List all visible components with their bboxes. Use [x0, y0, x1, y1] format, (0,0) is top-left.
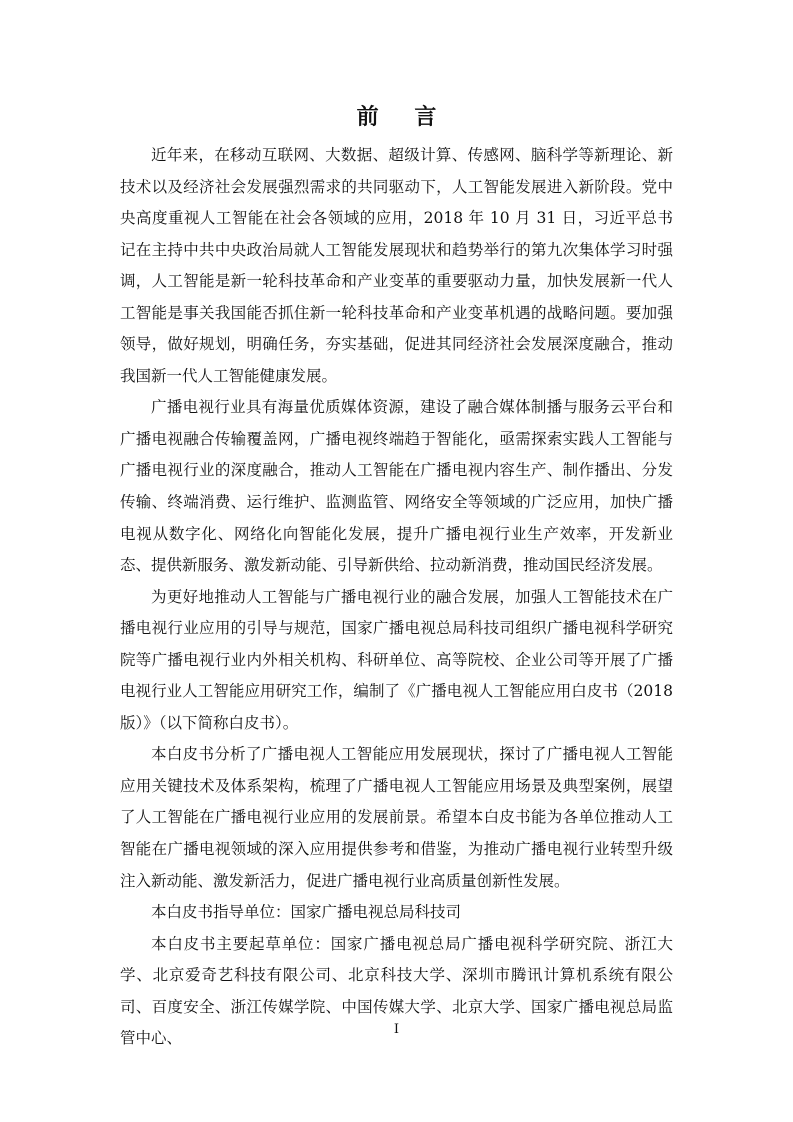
paragraph-purpose: 为更好地推动人工智能与广播电视行业的融合发展，加强人工智能技术在广播电视行业应用的引导与规范，国家广播电视总局科技司组织广播电视科学研究院等广播电视行业内外相关机构、科研单位、高等院校、企业公司等开展了广播电视行业人工智能应用研究工作，编制了《广播电视人工智能应用白皮书（2018 版）》（以下简称白皮书）。 — [120, 587, 673, 732]
paragraph-industry: 广播电视行业具有海量优质媒体资源，建设了融合媒体制播与服务云平台和广播电视融合传输覆盖网，广播电视终端趋于智能化，亟需探索实践人工智能与广播电视行业的深度融合，推动人工智能在广播电视内容生产、制作播出、分发传输、终端消费、运行维护、监测监管、网络安全等领域的广泛应用，加快广播电视从数字化、网络化向智能化发展，提升广播电视行业生产效率，开发新业态、提供新服务、激发新动能、引导新供给、拉动新消费，推动国民经济发展。 — [120, 398, 673, 575]
page-number: I — [393, 1022, 400, 1037]
body-text — [120, 140, 673, 1055]
page-title: 前 言 — [356, 104, 451, 130]
paragraph-background: 近年来，在移动互联网、大数据、超级计算、传感网、脑科学等新理论、新技术以及经济社会发展强烈需求的共同驱动下，人工智能发展进入新阶段。党中央高度重视人工智能在社会各领域的应用，2018 年 10 月 31 日，习近平总书记在主持中共中央政治局就人工智能发展现状和趋势举行的第九次集体学习时强调，人工智能是新一轮科技革命和产业变革的重要驱动力量，加快发展新一代人工智能是事关我国能否抓住新一轮科技革命和产业变革机遇的战略问题。要加强领导，做好规划，明确任务，夯实基础，促进其同经济社会发展深度融合，推动我国新一代人工智能健康发展。 — [120, 146, 673, 385]
paragraph-summary: 本白皮书分析了广播电视人工智能应用发展现状，探讨了广播电视人工智能应用关键技术及体系架构，梳理了广播电视人工智能应用场景及典型案例，展望了人工智能在广播电视行业应用的发展前景。希望本白皮书能为各单位推动人工智能在广播电视领域的深入应用提供参考和借鉴，为推动广播电视行业转型升级注入新动能、激发新活力，促进广播电视行业高质量创新性发展。 — [120, 745, 673, 890]
paragraph-drafting-units: 本白皮书主要起草单位：国家广播电视总局广播电视科学研究院、浙江大学、北京爱奇艺科技有限公司、北京科技大学、深圳市腾讯计算机系统有限公司、百度安全、浙江传媒学院、中国传媒大学、北京大学、国家广播电视总局监管中心、 — [120, 934, 673, 1048]
paragraph-guiding-unit: 本白皮书指导单位：国家广播电视总局科技司 — [151, 903, 462, 922]
